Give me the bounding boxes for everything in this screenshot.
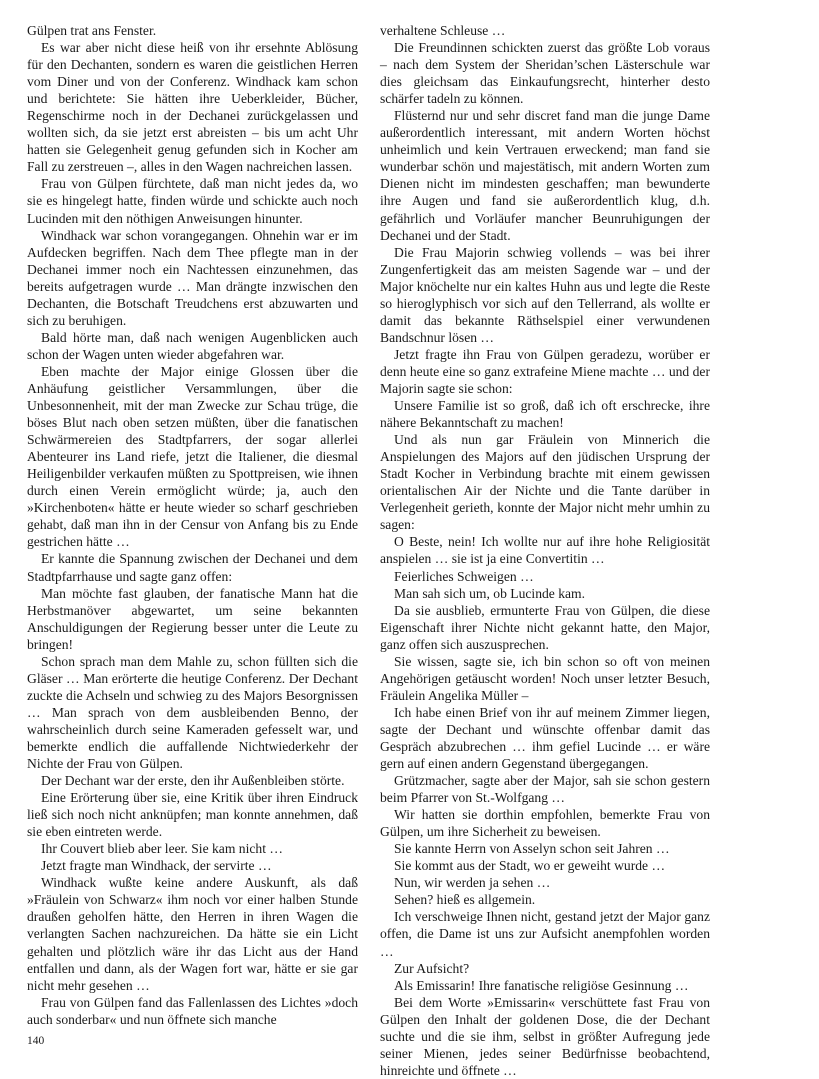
paragraph: Flüsternd nur und sehr discret fand man die junge Dame außerordentlich interessant, mit andern Worten höchst unheimlich und kein Vertrauen erweckend; man fand sie wunderbar schön und majestätisch, mit andern Worten zum Dienen nicht im mindesten geschaffen; man bewunderte ihre Augen und fand sie außerordentlich klug, d.h. gefährlich und Vorläufer mancher Beunruhigungen der Dechanei und der Stadt.	[380, 108, 710, 243]
paragraph: Bei dem Worte »Emissarin« verschüttete fast Frau von Gülpen den Inhalt der goldenen Dose, die der Dechant suchte und die sie ihm, selbst in größter Aufregung jede seiner Mienen, jedes seiner Bedürfnisse beobachtend, hinreichte und öffnete …	[380, 994, 710, 1078]
paragraph: Bald hörte man, daß nach wenigen Augenblicken auch schon der Wagen unten wieder abgefahren war.	[27, 329, 358, 362]
paragraph: Der Dechant war der erste, den ihr Außenbleiben störte.	[41, 773, 345, 789]
paragraph: Ich habe einen Brief von ihr auf meinem Zimmer liegen, sagte der Dechant und wünschte offenbar damit das Gespräch abzubrechen … ihm gefiel Lucinde … er wäre gern auf einen andern Gegenstand übergegangen.	[380, 704, 710, 772]
page-number: 140	[27, 1035, 45, 1047]
right-column	[380, 22, 710, 1079]
paragraph: Man möchte fast glauben, der fanatische Mann hat die Herbstmanöver abgewartet, um seine bekannten Anschuldigungen der Regierung besser unter die Leute zu bringen!	[27, 585, 358, 652]
paragraph: Sie wissen, sagte sie, ich bin schon so oft von meinen Angehörigen getäuscht worden! Noch unser letzter Besuch, Fräulein Angelika Müller –	[380, 653, 710, 703]
left-column	[27, 22, 358, 1028]
paragraph: Unsere Familie ist so groß, daß ich oft erschrecke, ihre nähere Bekanntschaft zu machen!	[380, 398, 710, 431]
paragraph: Windhack war schon vorangegangen. Ohnehin war er im Aufdecken begriffen. Nach dem Thee pflegte man in der Dechanei immer noch ein Nachtessen einzunehmen, das bereits aufgetragen wurde … Man drängte inzwischen den Dechanten, die Botschaft Treudchens erst abzuwarten und sich zu beruhigen.	[27, 227, 358, 328]
paragraph: Es war aber nicht diese heiß von ihr ersehnte Ablösung für den Dechanten, sondern es waren die geistlichen Herren vom Diner und von der Conferenz. Windhack kam schon und berichtete: Sie hätten ihre Ueberkleider, Bücher, Regenschirme noch in der Dechanei zurückgelassen und wollten sich, da sie jetzt erst abreisten – bis um acht Uhr hatten sie Gelegenheit genug gefunden sich in Kocher am Fall zu zerstreuen –, alles in den Wagen nachreichen lassen.	[27, 40, 358, 175]
paragraph: Frau von Gülpen fand das Fallenlassen des Lichtes »doch auch sonderbar« und nun öffnete sich manche	[27, 994, 358, 1027]
paragraph: Und als nun gar Fräulein von Minnerich die Anspielungen des Majors auf den jüdischen Ursprung der Stadt Kocher in Verbindung brachte mit einem gewissen orientalischen Air der Nichte und die Tante darüber in Verlegenheit gerieth, konnte der Major nicht mehr umhin zu sagen:	[380, 432, 710, 533]
paragraph: O Beste, nein! Ich wollte nur auf ihre hohe Religiosität anspielen … sie ist ja eine Convertitin …	[380, 534, 710, 567]
paragraph: Ich verschweige Ihnen nicht, gestand jetzt der Major ganz offen, die Dame ist uns zur Aufsicht anempfohlen worden …	[380, 909, 710, 959]
paragraph: Die Freundinnen schickten zuerst das größte Lob voraus – nach dem System der Sheridan’schen Lästerschule war dies gleichsam das Einkaufungsrecht, hinterher desto schärfer tadeln zu können.	[380, 40, 710, 107]
paragraph: Eben machte der Major einige Glossen über die Anhäufung geistlicher Versammlungen, über die Unbesonnenheit, mit der man Zwecke zur Schau trüge, die böses Blut nach oben setzen müßten, über die fanatischen Schwärmereien des Stadtpfarrers, der sogar allerlei Abenteurer ins Land riefe, jetzt die Italiener, die diesmal Heiligenbilder verkaufen müßten zu Spottpreisen, wie ihnen durch einen Verein ermöglicht würde; ja, auch den »Kirchenboten« hätte er heute wieder so scharf geschrieben gehabt, daß man ihn in der Censur von Anfang bis zu Ende gestrichen hätte …	[27, 363, 358, 550]
paragraph: Nun, wir werden ja sehen …	[394, 875, 551, 891]
paragraph: Als Emissarin! Ihre fanatische religiöse Gesinnung …	[394, 977, 689, 993]
paragraph: Sie kommt aus der Stadt, wo er geweiht wurde …	[394, 858, 666, 874]
paragraph: Wir hatten sie dorthin empfohlen, bemerkte Frau von Gülpen, um ihre Sicherheit zu beweisen.	[380, 807, 710, 840]
paragraph: Frau von Gülpen fürchtete, daß man nicht jedes da, wo sie es hingelegt hatte, finden würde und schickte auch noch Lucinden mit den nöthigen Anweisungen hinunter.	[27, 176, 358, 226]
paragraph: Schon sprach man dem Mahle zu, schon füllten sich die Gläser … Man erörterte die heutige Conferenz. Der Dechant zuckte die Achseln und schwieg zu des Majors Besorgnissen … Man sprach von dem ausbleibenden Benno, der wahrscheinlich durch seine Kameraden gefesselt war, und bemerkte endlich die auffallende Nichtwiederkehr der Nichte der Frau von Gülpen.	[27, 653, 358, 772]
paragraph: Grützmacher, sagte aber der Major, sah sie schon gestern beim Pfarrer von St.-Wolfgang …	[380, 773, 710, 806]
paragraph: verhaltene Schleuse …	[380, 23, 506, 38]
paragraph: Da sie ausblieb, ermunterte Frau von Gülpen, die diese Eigenschaft ihrer Nichte nicht gekannt hatte, den Major, ganz offen sich auszusprechen.	[380, 602, 710, 652]
paragraph: Man sah sich um, ob Lucinde kam.	[394, 585, 586, 601]
paragraph: Gülpen trat ans Fenster.	[27, 23, 157, 38]
paragraph: Sehen? hieß es allgemein.	[394, 892, 536, 908]
paragraph: Sie kannte Herrn von Asselyn schon seit Jahren …	[394, 841, 670, 857]
paragraph: Die Frau Majorin schwieg vollends – was bei ihrer Zungenfertigkeit das am meisten Sagende war – und der Major knöchelte nur ein kaltes Huhn aus und legte die Reste so hieroglyphisch vor sich auf den Tellerrand, als wollte er damit das bekannte Räthselspiel einer verwundenen Bandschnur lösen …	[380, 244, 710, 345]
paragraph: Ihr Couvert blieb aber leer. Sie kam nicht …	[41, 841, 283, 857]
paragraph: Windhack wußte keine andere Auskunft, als daß »Fräulein von Schwarz« ihm noch vor einer halben Stunde draußen geholfen hätte, den Herren in ihren Wagen die verlangten Sachen nachzureichen. Da hätte sie ein Licht gehalten und plötzlich wäre ihr das Licht aus der Hand entfallen und dann, als der Wagen fort war, hätte er sie gar nicht mehr gesehen …	[27, 875, 358, 993]
paragraph: Zur Aufsicht?	[394, 960, 470, 976]
paragraph: Feierliches Schweigen …	[394, 568, 534, 584]
paragraph: Jetzt fragte man Windhack, der servirte …	[41, 858, 272, 874]
paragraph: Er kannte die Spannung zwischen der Dechanei und dem Stadtpfarrhause und sagte ganz offen:	[27, 551, 358, 584]
paragraph: Eine Erörterung über sie, eine Kritik über ihren Eindruck ließ sich noch nicht anknüpfen; man konnte annehmen, daß sie eben eintreten werde.	[27, 790, 358, 840]
paragraph: Jetzt fragte ihn Frau von Gülpen geradezu, worüber er denn heute eine so ganz extrafeine Miene machte … und der Majorin sagte sie schon:	[380, 346, 710, 396]
